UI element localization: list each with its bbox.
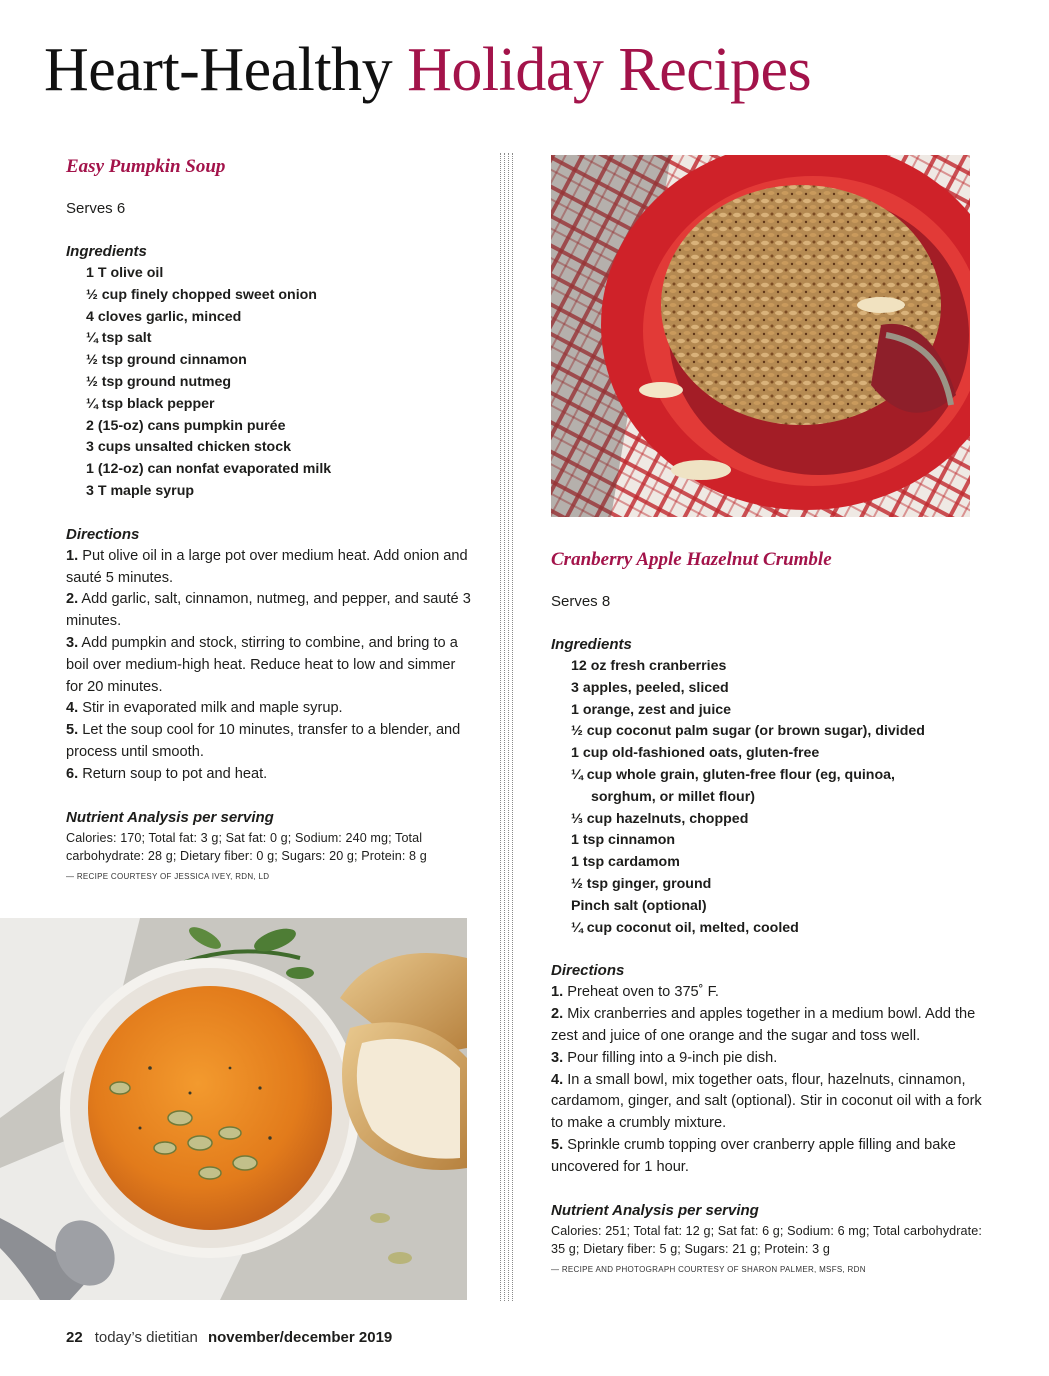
ingredient-item: 1 T olive oil (86, 265, 164, 281)
step-number: 2. (551, 1006, 564, 1023)
step-text: Stir in evaporated milk and maple syrup. (82, 700, 343, 717)
step-text: Put olive oil in a large pot over medium heat. Add onion and sauté 5 minutes. (66, 547, 468, 586)
direction-step (551, 982, 991, 1004)
page-title-part1: Heart-Healthy (44, 36, 393, 104)
step-number: 3. (551, 1049, 564, 1066)
step-text: Return soup to pot and heat. (82, 765, 268, 782)
step-text: In a small bowl, mix together oats, flour, hazelnuts, cinnamon, cardamom, ginger, and salt (optional). Stir in coconut oil with a fork to make a crumbly mixture. (551, 1071, 982, 1132)
ingredient-item: 4 cloves garlic, minced (86, 308, 242, 325)
step-text: Pour filling into a 9-inch pie dish. (567, 1049, 778, 1066)
direction-step (551, 1070, 991, 1135)
ingredient-item: 3 apples, peeled, sliced (571, 679, 729, 696)
soup-photo (0, 918, 467, 1300)
nutrient-heading: Nutrient Analysis per serving (551, 1201, 759, 1219)
direction-step (551, 1004, 991, 1048)
ingredients-heading: Ingredients (551, 636, 632, 653)
column-divider (500, 153, 516, 1301)
ingredient-item: Pinch salt (optional) (571, 897, 707, 914)
nutrient-analysis: Calories: 170; Total fat: 3 g; Sat fat: 0 g; Sodium: 240 mg; Total carbohydrate: 28 g; Dietary fiber: 0 g; Sugars: 20 g; Protein: 8 g (66, 830, 427, 864)
page-title-part2: Holiday Recipes (407, 36, 812, 104)
step-text: Add garlic, salt, cinnamon, nutmeg, and pepper, and sauté 3 minutes. (66, 591, 471, 630)
crumble-photo (551, 155, 970, 517)
direction-step (66, 589, 476, 633)
step-number: 5. (66, 722, 79, 739)
ingredient-item: 1 tsp cardamom (571, 854, 680, 871)
directions-heading: Directions (66, 525, 140, 543)
magazine-name: today’s dietitian (94, 1329, 198, 1346)
recipe-title: Cranberry Apple Hazelnut Crumble (551, 549, 832, 570)
direction-step (66, 764, 476, 786)
directions-heading: Directions (551, 962, 625, 980)
step-number: 2. (66, 591, 79, 608)
step-number: 5. (551, 1136, 564, 1153)
ingredient-item: ¼ tsp black pepper (86, 395, 215, 412)
step-text: Preheat oven to 375˚ F. (567, 984, 719, 1001)
ingredient-item: 3 T maple syrup (86, 482, 195, 499)
step-number: 6. (66, 765, 79, 782)
ingredient-item: ⅓ cup hazelnuts, chopped (571, 810, 749, 827)
recipe-credit: — RECIPE AND PHOTOGRAPH COURTESY OF SHARON PALMER, MSFS, RDN (551, 1264, 866, 1274)
recipe-title: Easy Pumpkin Soup (66, 156, 226, 177)
issue-date: november/december 2019 (207, 1329, 393, 1346)
directions-list (66, 546, 476, 786)
page-number: 22 (66, 1329, 83, 1346)
recipe-credit: — RECIPE COURTESY OF JESSICA IVEY, RDN, LD (66, 871, 270, 881)
ingredient-item: 1 (12-oz) can nonfat evaporated milk (86, 461, 332, 478)
step-text: Mix cranberries and apples together in a medium bowl. Add the zest and juice of one orange and the sugar and toss well. (551, 1006, 976, 1044)
ingredient-item: ½ cup coconut palm sugar (or brown sugar), divided (571, 723, 925, 740)
direction-step (66, 698, 476, 720)
step-text: Add pumpkin and stock, stirring to combine, and bring to a boil over medium-high heat. Reduce heat to low and simmer for 20 minutes. (66, 634, 458, 695)
step-number: 1. (66, 547, 79, 564)
direction-step (66, 633, 476, 698)
ingredients-list (66, 263, 476, 503)
ingredient-item: 1 tsp cinnamon (571, 832, 676, 849)
step-text: Let the soup cool for 10 minutes, transfer to a blender, and process until smooth. (66, 722, 461, 760)
nutrient-analysis: Calories: 251; Total fat: 12 g; Sat fat: 6 g; Sodium: 6 mg; Total carbohydrate: 35 g; Dietary fiber: 5 g; Sugars: 21 g; Protein: 3 g (551, 1223, 982, 1257)
direction-step (66, 546, 476, 590)
ingredient-item: 3 cups unsalted chicken stock (86, 439, 292, 456)
ingredient-item: ¼ cup whole grain, gluten-free flour (eg, quinoa, sorghum, or millet flour) (571, 766, 895, 805)
ingredients-heading: Ingredients (66, 243, 147, 260)
ingredient-item: 1 cup old-fashioned oats, gluten-free (571, 745, 820, 762)
recipe-crumble (551, 546, 991, 1277)
step-number: 3. (66, 634, 79, 651)
ingredient-item: 2 (15-oz) cans pumpkin purée (86, 417, 286, 434)
ingredient-item: 1 orange, zest and juice (571, 701, 732, 718)
serves-text: Serves 6 (66, 200, 126, 217)
ingredient-item: 12 oz fresh cranberries (571, 658, 727, 674)
serves-text: Serves 8 (551, 593, 611, 610)
ingredient-item: ½ cup finely chopped sweet onion (86, 286, 317, 303)
step-number: 1. (551, 984, 564, 1001)
page-title (44, 30, 811, 110)
direction-step (551, 1135, 991, 1179)
ingredients-list (551, 656, 991, 939)
ingredient-item: ½ tsp ground nutmeg (86, 373, 232, 390)
ingredient-item: ½ tsp ginger, ground (571, 875, 712, 892)
direction-step (551, 1048, 991, 1070)
ingredient-item: ½ tsp ground cinnamon (86, 352, 247, 369)
step-number: 4. (66, 700, 79, 717)
nutrient-heading: Nutrient Analysis per serving (66, 808, 274, 826)
step-text: Sprinkle crumb topping over cranberry apple filling and bake uncovered for 1 hour. (551, 1136, 956, 1175)
ingredient-item: ¼ tsp salt (86, 330, 152, 347)
step-number: 4. (551, 1071, 564, 1088)
directions-list (551, 982, 991, 1178)
direction-step (66, 720, 476, 764)
page-footer (66, 1327, 392, 1349)
recipe-pumpkin-soup (66, 153, 476, 884)
ingredient-item: ¼ cup coconut oil, melted, cooled (571, 919, 799, 936)
